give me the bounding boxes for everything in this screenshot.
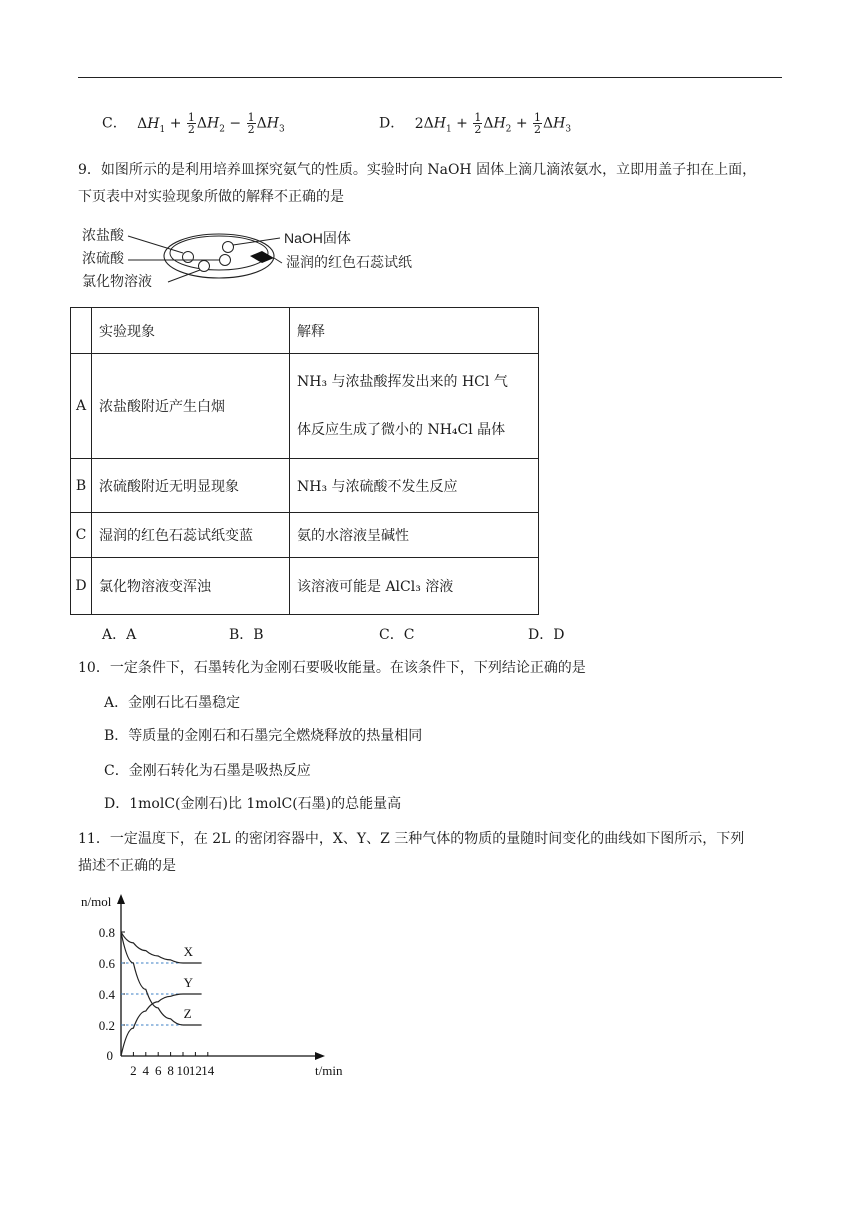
x-tick-label: 2 — [130, 1063, 137, 1078]
origin-label: 0 — [106, 1048, 113, 1063]
q10-option-b: B．等质量的金刚石和石墨完全燃烧释放的热量相同 — [104, 728, 423, 744]
petri-dish-figure — [78, 220, 458, 298]
table-row: B 浓硫酸附近无明显现象 NH₃ 与浓硫酸不发生反应 — [71, 459, 539, 513]
q9-option-c: C．C — [379, 627, 415, 643]
q8-option-c: C． $\Delta H_1$ + $\frac{1}{2}$ $\Delta H_2$ − $\frac{1}{2}$ $\Delta H_3$ — [102, 111, 285, 136]
fraction: $\frac{1}{2}$ — [247, 111, 255, 136]
table-row: D 氯化物溶液变浑浊 该溶液可能是 AlCl₃ 溶液 — [71, 558, 539, 615]
series-label-y: Y — [183, 975, 193, 990]
y-tick-label: 0.2 — [98, 1018, 115, 1033]
well-hcl — [183, 252, 194, 263]
label-litmus-paper: 湿润的红色石蕊试纸 — [286, 254, 412, 270]
fraction: $\frac{1}{2}$ — [534, 111, 542, 136]
q10-option-a: A．金刚石比石墨稳定 — [104, 695, 241, 711]
label-chloride-solution: 氯化物溶液 — [82, 273, 152, 289]
q9-table — [70, 307, 539, 615]
x-axis-label: t/min — [315, 1063, 343, 1078]
x-tick-label: 12 — [188, 1063, 202, 1078]
q8-option-d: D． $2\Delta H_1$ + $\frac{1}{2}$ $\Delta H_2$ + $\frac{1}{2}$ $\Delta H_3$ — [379, 111, 572, 136]
label-naoh-solid: NaOH固体 — [284, 230, 351, 246]
q9-stem: 9．如图所示的是利用培养皿探究氨气的性质。实验时向 NaOH 固体上滴几滴浓氨水，立即用盖子扣在上面， 下页表中对实验现象所做的解释不正确的是 — [78, 162, 757, 205]
table-row: A 浓盐酸附近产生白烟 NH₃ 与浓盐酸挥发出来的 HCl 气 体反应生成了微小的 NH₄Cl 晶体 — [71, 354, 539, 459]
q9-option-b: B．B — [229, 627, 264, 643]
y-axis-label: n/mol — [81, 894, 112, 909]
header-rule — [78, 77, 782, 78]
well-chloride — [199, 261, 210, 272]
table-row: C 湿润的红色石蕊试纸变蓝 氨的水溶液呈碱性 — [71, 513, 539, 558]
q11-stem: 11．一定温度下，在 2L 的密闭容器中，X、Y、Z 三种气体的物质的量随时间变化的曲线如下图所示，下列 描述不正确的是 — [78, 831, 745, 874]
label-conc-h2so4: 浓硫酸 — [82, 250, 124, 266]
table-header-row: 实验现象 解释 — [71, 308, 539, 354]
x-tick-label: 14 — [201, 1063, 215, 1078]
fraction: $\frac{1}{2}$ — [474, 111, 482, 136]
y-axis-arrow — [117, 894, 125, 904]
q11-chart — [78, 890, 368, 1085]
well-naoh — [223, 242, 234, 253]
series-label-z: Z — [183, 1006, 192, 1021]
q10-option-c: C．金刚石转化为石墨是吸热反应 — [104, 763, 311, 779]
q10-option-d: D．1molC(金刚石)比 1molC(石墨)的总能量高 — [104, 796, 402, 812]
q9-option-a: A．A — [102, 627, 137, 643]
y-tick-label: 0.8 — [98, 925, 115, 940]
y-tick-label: 0.6 — [98, 956, 115, 971]
x-axis-arrow — [315, 1052, 325, 1060]
x-tick-label: 6 — [154, 1063, 162, 1078]
x-tick-label: 8 — [167, 1063, 174, 1078]
x-tick-label: 10 — [176, 1063, 190, 1078]
series-label-x: X — [183, 944, 193, 959]
y-tick-label: 0.4 — [98, 987, 115, 1002]
fraction: $\frac{1}{2}$ — [187, 111, 195, 136]
litmus-paper-strip — [250, 251, 274, 263]
well-h2so4 — [220, 255, 231, 266]
label-conc-hcl: 浓盐酸 — [82, 227, 124, 243]
q10-stem: 10．一定条件下，石墨转化为金刚石要吸收能量。在该条件下，下列结论正确的是 — [78, 660, 586, 676]
q9-option-d: D．D — [528, 627, 565, 643]
x-tick-label: 4 — [142, 1063, 150, 1078]
